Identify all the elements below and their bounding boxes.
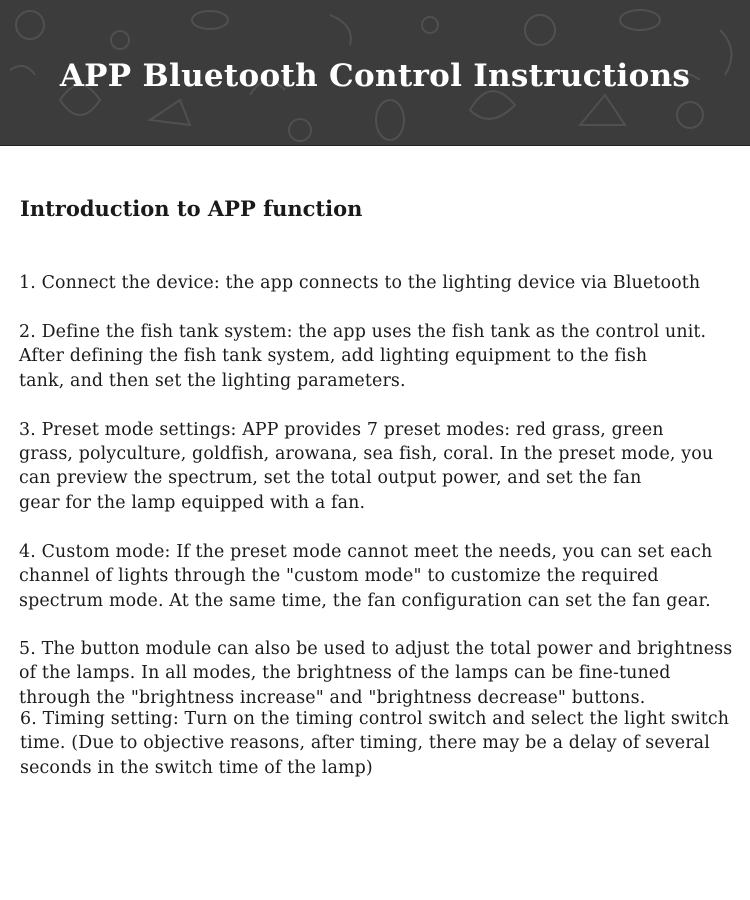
instruction-line: spectrum mode. At the same time, the fan configuration can set the fan gear. (19, 591, 711, 611)
instruction-line: through the "brightness increase" and "brightness decrease" buttons. (19, 688, 646, 708)
instruction-line: 2. Define the fish tank system: the app uses the fish tank as the control unit. (19, 322, 707, 342)
instruction-line: time. (Due to objective reasons, after timing, there may be a delay of several (20, 733, 710, 753)
instruction-line: of the lamps. In all modes, the brightness of the lamps can be fine-tuned (19, 663, 671, 683)
instruction-line: tank, and then set the lighting parameters. (19, 371, 406, 391)
instruction-line: can preview the spectrum, set the total output power, and set the fan (19, 468, 642, 488)
instruction-line: 6. Timing setting: Turn on the timing control switch and select the light switch (20, 709, 730, 729)
page-title: APP Bluetooth Control Instructions (59, 58, 691, 94)
instruction-line: gear for the lamp equipped with a fan. (19, 493, 366, 513)
instruction-line: grass, polyculture, goldfish, arowana, sea fish, coral. In the preset mode, you (19, 444, 714, 464)
instruction-line: 5. The button module can also be used to adjust the total power and brightness (19, 639, 733, 659)
instruction-line: After defining the fish tank system, add lighting equipment to the fish (19, 346, 648, 366)
section-heading: Introduction to APP function (20, 196, 363, 221)
instruction-line: 4. Custom mode: If the preset mode cannot meet the needs, you can set each (19, 542, 713, 562)
instruction-line: 3. Preset mode settings: APP provides 7 preset modes: red grass, green (19, 420, 664, 440)
instruction-line: 1. Connect the device: the app connects to the lighting device via Bluetooth (19, 273, 701, 293)
instruction-line: channel of lights through the "custom mode" to customize the required (19, 566, 659, 586)
instruction-line: seconds in the switch time of the lamp) (20, 758, 373, 778)
